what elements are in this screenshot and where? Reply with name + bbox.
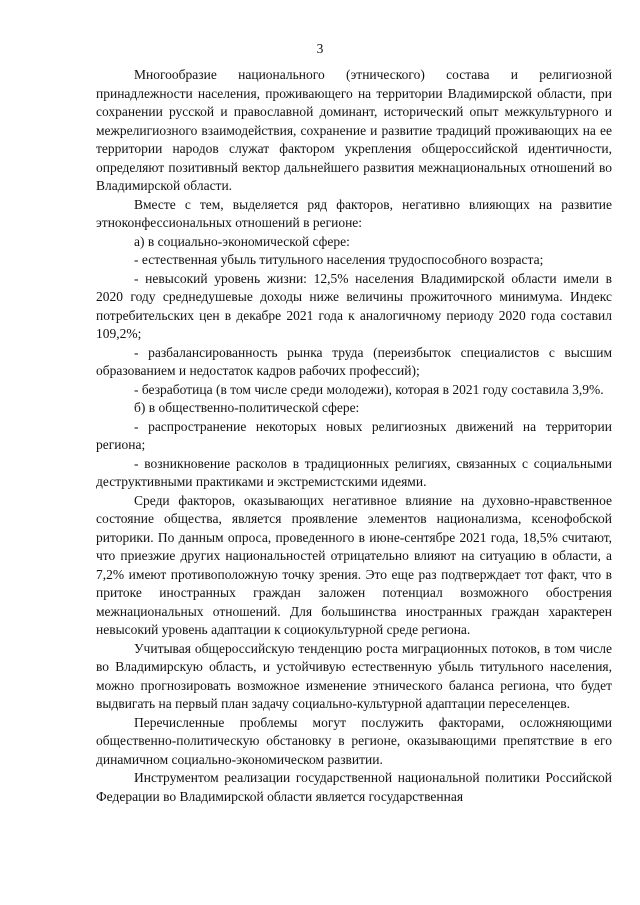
paragraph-diversity: Многообразие национального (этнического) состава и религиозной принадлежности населения, проживающего на территории Владимирской области, при сохранении русской и православной доминант, исторический опыт межкультурного и межрелигиозного взаимодействия, сохранение и развитие традиций проживающих на ее территории народов служат фактором укрепления общероссийской идентичности, определяют позитивный вектор дальнейшего развития межнациональных отношений во Владимирской области. [96, 67, 612, 193]
list-item-labor-market: - разбалансированность рынка труда (переизбыток специалистов с высшим образованием и недостаток кадров рабочих профессий); [96, 344, 612, 378]
paragraph-migration-trend: Учитывая общероссийскую тенденцию роста миграционных потоков, в том числе во Владимирскую область, и устойчивую естественную убыль титульного населения, можно прогнозировать возможное изменение этнического баланса региона, что будет выдвигать на первый план задачу социально-культурной адаптации переселенцев. [96, 640, 612, 711]
heading-socio-economic: а) в социально-экономической сфере: [134, 233, 350, 249]
paragraph-instrument: Инструментом реализации государственной национальной политики Российской Федерации во Владимирской области является государственная [96, 770, 612, 804]
list-item-religious-movements: - распространение некоторых новых религиозных движений на территории региона; [96, 418, 612, 452]
paragraph-problems: Перечисленные проблемы могут послужить факторами, осложняющими общественно-политическую обстановку в регионе, оказывающими препятствие в его динамичном социально-экономическом развитии. [96, 714, 612, 767]
paragraph-negative-factors-intro: Вместе с тем, выделяется ряд факторов, негативно влияющих на развитие этноконфессиональных отношений в регионе: [96, 196, 612, 230]
list-item-schisms: - возникновение расколов в традиционных религиях, связанных с социальными деструктивными практиками и экстремистскими идеями. [96, 455, 612, 489]
list-item-low-living-standard: - невысокий уровень жизни: 12,5% населения Владимирской области имели в 2020 году среднедушевые доходы ниже величины прожиточного минимума. Индекс потребительских цен в декабре 2021 года к аналогичному периоду 2020 года составил 109,2%; [96, 270, 612, 341]
paragraph-survey: Среди факторов, оказывающих негативное влияние на духовно-нравственное состояние общества, является проявление элементов национализма, ксенофобской риторики. По данным опроса, проведенного в июне-сентябре 2021 года, 18,5% считают, что приезжие других национальностей отрицательно влияют на ситуацию в области, а 7,2% имеют противоположную точку зрения. Это еще раз подтверждает тот факт, что в притоке иностранных граждан заложен потенциал возможного обострения межнациональных отношений. Для большинства иностранных граждан характерен невысокий уровень адаптации к социокультурной среде региона. [96, 492, 612, 637]
page-number: 3 [316, 41, 324, 56]
document-body [96, 66, 612, 806]
heading-socio-political: б) в общественно-политической сфере: [134, 400, 360, 415]
list-item-unemployment: - безработица (в том числе среди молодежи), которая в 2021 году составила 3,9%. [134, 381, 604, 397]
list-item-population-decline: - естественная убыль титульного населения трудоспособного возраста; [134, 252, 544, 267]
